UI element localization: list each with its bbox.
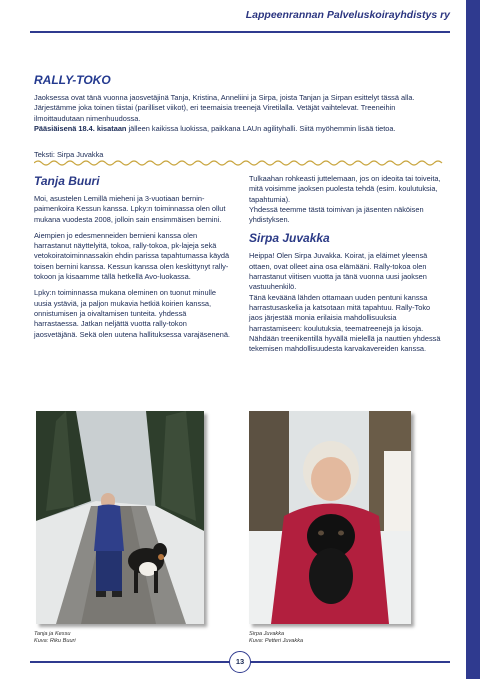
intro-text: Jaoksessa ovat tänä vuonna jaosvetäjinä Tanja, Kristina, Anneliini ja Sirpa, joista Tanjan ja Sirpan esittelyt tässä alla. Järjestämme joka toinen tiistai (parilliset viikot), eri teemaisia treenejä Viretilalla. Vetäjät vaihtelevat. Treeneihin ilmoittaudutaan nimenhuudossa.	[34, 93, 415, 123]
tanja-paragraph-3: Lpky:n toiminnassa mukana oleminen on tuonut minulle uusia ystäviä, ja paljon mukavia hetkiä koirien kanssa, onnistumisen ja oivaltamisen tunteita. yhdessä harrastaessa. Jatkan neljättä vuotta rally-tokon jaosvetäjänä. Sekä olen uutena hallituksessa varajäsenenä.	[34, 288, 230, 339]
tanja-column	[34, 174, 230, 346]
header-org-name: Lappeenrannan Palveluskoirayhdistys ry	[245, 9, 450, 21]
sirpa-column	[249, 174, 445, 360]
caption-right-title: Sirpa Juvakka	[249, 631, 285, 637]
header-rule	[30, 31, 450, 33]
caption-right-credit: Kuva: Petteri Juvakka	[249, 638, 304, 644]
section-title: RALLY-TOKO	[34, 73, 111, 87]
photo-tanja-and-kessu	[36, 411, 204, 624]
sirpa-heading: Sirpa Juvakka	[249, 231, 330, 246]
page-edge-bar	[466, 0, 480, 679]
right-paragraph-1: Tulkaahan rohkeasti juttelemaan, jos on ideoita tai toiveita, mitä voisimme jaoksen puolesta tehdä (esim. koulutuksia, tapahtumia).	[249, 174, 441, 204]
page-number: 13	[229, 651, 251, 673]
tanja-paragraph-2: Aiempien jo edesmenneiden bernieni kanssa olen harrastanut näyttelyitä, tokoa, rally-tokoa, pk-lajeja sekä vetokoiratoiminnassakin ehdin parissa tapahtumassa käydä toisen bernini kanssa. Kessun kanssa olen keskittynyt rally-tokoon ja kisaamme tällä hetkellä Avo-luokassa.	[34, 230, 230, 282]
caption-left-title: Tanja ja Kessu	[34, 631, 71, 637]
intro-event-bold: Pääsiäisenä 18.4. kisataan	[34, 123, 127, 133]
sirpa-paragraph-1: Heippa! Olen Sirpa Juvakka. Koirat, ja eläimet yleensä ottaen, ovat olleet aina osa elämääni. Rally-tokoa olen harrastanut viitisen vuotta ja tänä vuonna uusi jaoksen vastuuhenkilö.	[249, 251, 428, 292]
caption-left	[34, 631, 76, 645]
tanja-paragraph-1: Moi, asustelen Lemillä mieheni ja 3-vuotiaan bernin-paimenkoira Kessun kanssa. Lpky:n toiminnassa olen ollut mukana vuodesta 2008, jolloin sain ensimmäisen bernini.	[34, 194, 226, 224]
intro-paragraph	[34, 93, 444, 134]
photo-tanja-illustration	[36, 411, 204, 624]
right-paragraph-2: Yhdessä teemme tästä toimivan ja jäsenten näköisen yhdistyksen.	[249, 204, 424, 225]
author-credit: Teksti: Sirpa Juvakka	[34, 150, 104, 159]
sirpa-paragraph-2: Tänä keväänä lähden ottamaan uuden pentuni kanssa harrastusaskelia ja katsotaan mitä tapahtuu. Rally-Toko jaos järjestää monia erilaisia mahdollisuuksia harrastamiseen: koulutuksia, teematreenejä ja kisoja. Nähdään treenikentillä hyvällä mielellä ja nauttien yhdessä tekemisen mahdollisuudesta karvakavereiden kanssa.	[249, 292, 441, 354]
photo-sirpa-and-puppy	[249, 411, 411, 624]
caption-left-credit: Kuva: Riku Buuri	[34, 638, 76, 644]
intro-event-text: jälleen kaikissa luokissa, paikkana LAUn agilityhalli. Siitä myöhemmin lisää tietoa.	[126, 123, 396, 133]
tanja-heading: Tanja Buuri	[34, 174, 100, 188]
wavy-divider	[34, 159, 446, 167]
caption-right	[249, 631, 303, 645]
photo-sirpa-illustration	[249, 411, 411, 624]
